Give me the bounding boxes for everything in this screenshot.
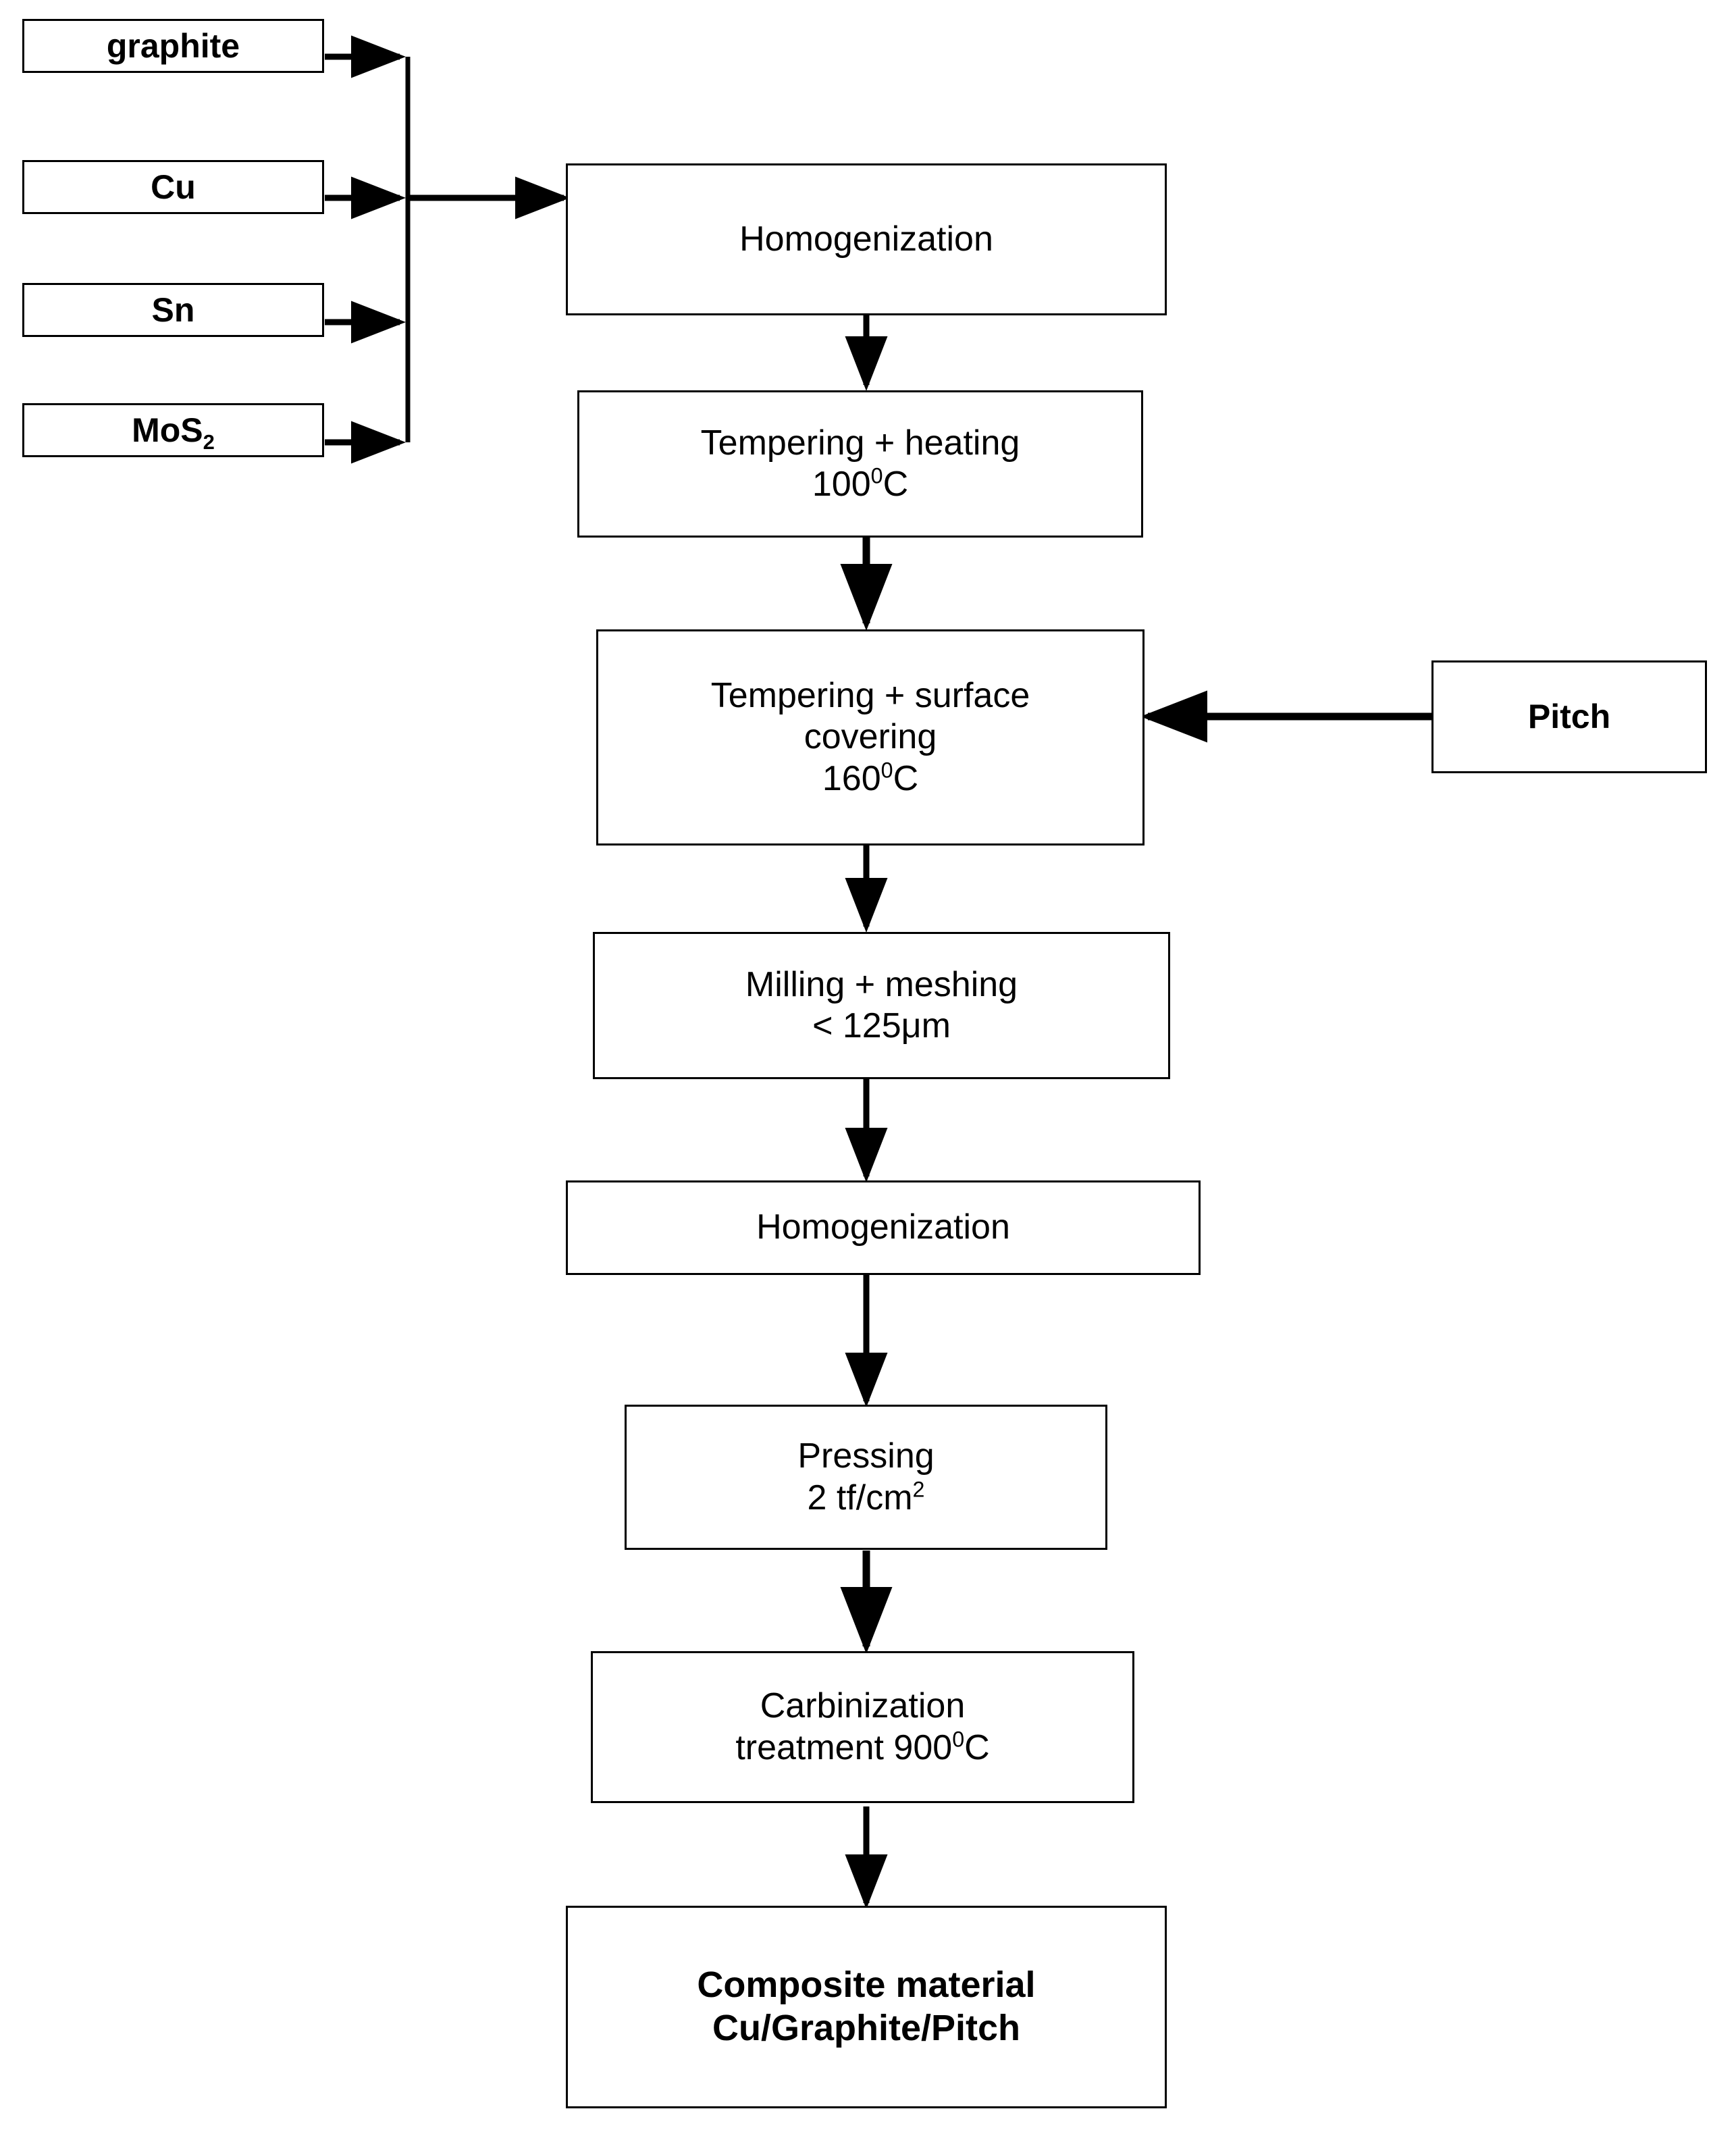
step-label-milling-meshing [595, 964, 1168, 1047]
step-line-2: < 125μm [812, 1006, 951, 1045]
step-line-2: $100^0C$ [812, 463, 909, 504]
step-line-1: Tempering + surface [710, 675, 1030, 715]
step-label-pressing [627, 1436, 1105, 1519]
input-label-sn: Sn [151, 290, 195, 329]
step-label-carbinization [593, 1686, 1132, 1769]
input-box-cu[interactable] [22, 160, 324, 214]
step-label-tempering-surface-covering [598, 675, 1142, 800]
step-line-3: $160^0C$ [822, 758, 919, 798]
step-label-homogenization-2: Homogenization [756, 1207, 1010, 1247]
step-line-1: Tempering + heating [700, 423, 1020, 463]
step-box-homogenization-2[interactable] [566, 1180, 1201, 1275]
input-box-graphite[interactable] [22, 19, 324, 73]
step-line-1: Pressing [797, 1436, 935, 1476]
step-box-tempering-heating[interactable] [577, 390, 1143, 538]
step-box-carbinization[interactable] [591, 1651, 1134, 1803]
input-label-pitch: Pitch [1527, 698, 1611, 735]
step-line-2: covering [804, 717, 937, 757]
step-line-2: treatment $900^0C$ [735, 1727, 990, 1767]
step-box-pressing[interactable] [625, 1405, 1107, 1550]
input-label-mos2: MoS$_2$ [132, 411, 215, 454]
step-line-1: Milling + meshing [745, 964, 1018, 1004]
output-box-composite-material[interactable] [566, 1906, 1167, 2108]
input-label-graphite: graphite [106, 26, 240, 65]
output-line-2: Cu/Graphite/Pitch [712, 2008, 1021, 2048]
input-box-sn[interactable] [22, 283, 324, 337]
output-label-composite-material [568, 1964, 1165, 2050]
input-box-mos2[interactable] [22, 403, 324, 457]
step-line-2: 2 $tf/cm^2$ [807, 1477, 925, 1517]
step-box-tempering-surface-covering[interactable] [596, 629, 1145, 845]
input-box-pitch[interactable] [1431, 660, 1707, 773]
step-label-homogenization-1: Homogenization [739, 219, 993, 259]
step-line-1: Carbinization [760, 1686, 966, 1726]
input-label-cu: Cu [151, 167, 196, 206]
step-box-homogenization-1[interactable] [566, 163, 1167, 315]
step-box-milling-meshing[interactable] [593, 932, 1170, 1079]
output-line-1: Composite material [697, 1964, 1036, 2006]
step-label-tempering-heating [579, 423, 1141, 506]
